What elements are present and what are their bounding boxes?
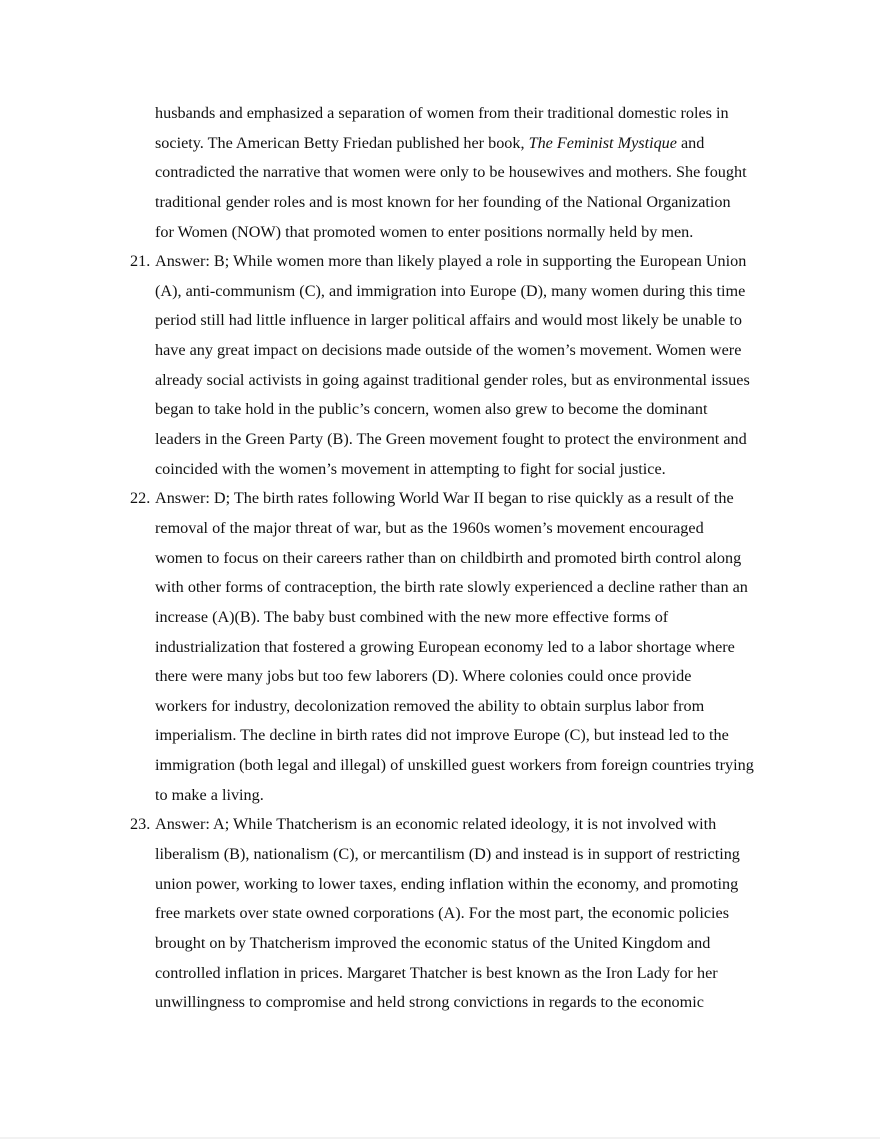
answer-text: Answer: A; While Thatcherism is an economic related ideology, it is not involved with [155, 815, 717, 834]
answer-item-line [0, 484, 880, 514]
answer-text: unwillingness to compromise and held strong convictions in regards to the economic [155, 993, 704, 1012]
answer-text: removal of the major threat of war, but as the 1960s women’s movement encouraged [155, 518, 704, 537]
answer-text: to make a living. [155, 785, 264, 804]
answer-item-line [0, 603, 880, 633]
answer-item-line [0, 425, 880, 455]
answer-text: have any great impact on decisions made outside of the women’s movement. Women were [155, 341, 742, 360]
answer-item-line [0, 633, 880, 663]
answer-text: industrialization that fostered a growing European economy led to a labor shortage where [155, 637, 735, 656]
answer-item-line [0, 781, 880, 811]
item-number: 21. [130, 252, 151, 271]
answer-item-line [0, 366, 880, 396]
document-page [0, 99, 880, 1018]
answer-text: controlled inflation in prices. Margaret Thatcher is best known as the Iron Lady for her [155, 963, 718, 982]
item-number: 22. [130, 489, 151, 508]
answer-text: with other forms of contraception, the birth rate slowly experienced a decline rather than an [155, 578, 748, 597]
book-title: The Feminist Mystique [528, 133, 677, 152]
answer-item-line [0, 544, 880, 574]
answer-item-line [0, 395, 880, 425]
answer-text: liberalism (B), nationalism (C), or mercantilism (D) and instead is in support of restricting [155, 845, 740, 864]
answer-item-line [0, 306, 880, 336]
answer-item-line [0, 751, 880, 781]
answer-item-line [0, 988, 880, 1018]
answer-text: immigration (both legal and illegal) of unskilled guest workers from foreign countries trying [155, 756, 754, 775]
answer-text: brought on by Thatcherism improved the economic status of the United Kingdom and [155, 933, 711, 952]
answer-item-line [0, 810, 880, 840]
answer-text: there were many jobs but too few laborers (D). Where colonies could once provide [155, 667, 692, 686]
answer-item-line [0, 721, 880, 751]
answer-item-line [0, 692, 880, 722]
answer-text: workers for industry, decolonization removed the ability to obtain surplus labor from [155, 696, 705, 715]
answer-text: (A), anti-communism (C), and immigration into Europe (D), many women during this time [155, 281, 746, 300]
answer-text: union power, working to lower taxes, ending inflation within the economy, and promoting [155, 874, 739, 893]
answer-text: imperialism. The decline in birth rates did not improve Europe (C), but instead led to the [155, 726, 729, 745]
answer-list [0, 247, 880, 1018]
answer-text: Answer: D; The birth rates following World War II began to rise quickly as a result of the [155, 489, 734, 508]
answer-text: coincided with the women’s movement in attempting to fight for social justice. [155, 459, 666, 478]
text-line: for Women (NOW) that promoted women to enter positions normally held by men. [155, 222, 694, 241]
answer-item-line [0, 514, 880, 544]
answer-item-line [0, 455, 880, 485]
answer-item-line [0, 840, 880, 870]
answer-text: began to take hold in the public’s concern, women also grew to become the dominant [155, 400, 708, 419]
text-span: society. The American Betty Friedan published her book, [155, 133, 529, 152]
answer-item-line [0, 247, 880, 277]
item-number: 23. [130, 815, 151, 834]
answer-item-line [0, 929, 880, 959]
answer-item-line [0, 870, 880, 900]
answer-text: Answer: B; While women more than likely played a role in supporting the European Union [155, 252, 747, 271]
answer-text: increase (A)(B). The baby bust combined with the new more effective forms of [155, 607, 669, 626]
text-line: traditional gender roles and is most known for her founding of the National Organization [155, 192, 731, 211]
answer-text: women to focus on their careers rather than on childbirth and promoted birth control along [155, 548, 742, 567]
answer-item-line [0, 899, 880, 929]
answer-item-line [0, 959, 880, 989]
answer-item-line [0, 662, 880, 692]
answer-item-line [0, 573, 880, 603]
text-line: contradicted the narrative that women were only to be housewives and mothers. She fought [155, 163, 747, 182]
text-span: and [676, 133, 705, 152]
answer-text: free markets over state owned corporations (A). For the most part, the economic policies [155, 904, 730, 923]
answer-item-line [0, 277, 880, 307]
text-line [0, 129, 880, 159]
answer-text: leaders in the Green Party (B). The Green movement fought to protect the environment and [155, 430, 747, 449]
text-line: husbands and emphasized a separation of women from their traditional domestic roles in [155, 104, 729, 122]
answer-text: already social activists in going against traditional gender roles, but as environmental issues [155, 370, 750, 389]
answer-text: period still had little influence in larger political affairs and would most likely be unable to [155, 311, 742, 330]
answer-item-line [0, 336, 880, 366]
